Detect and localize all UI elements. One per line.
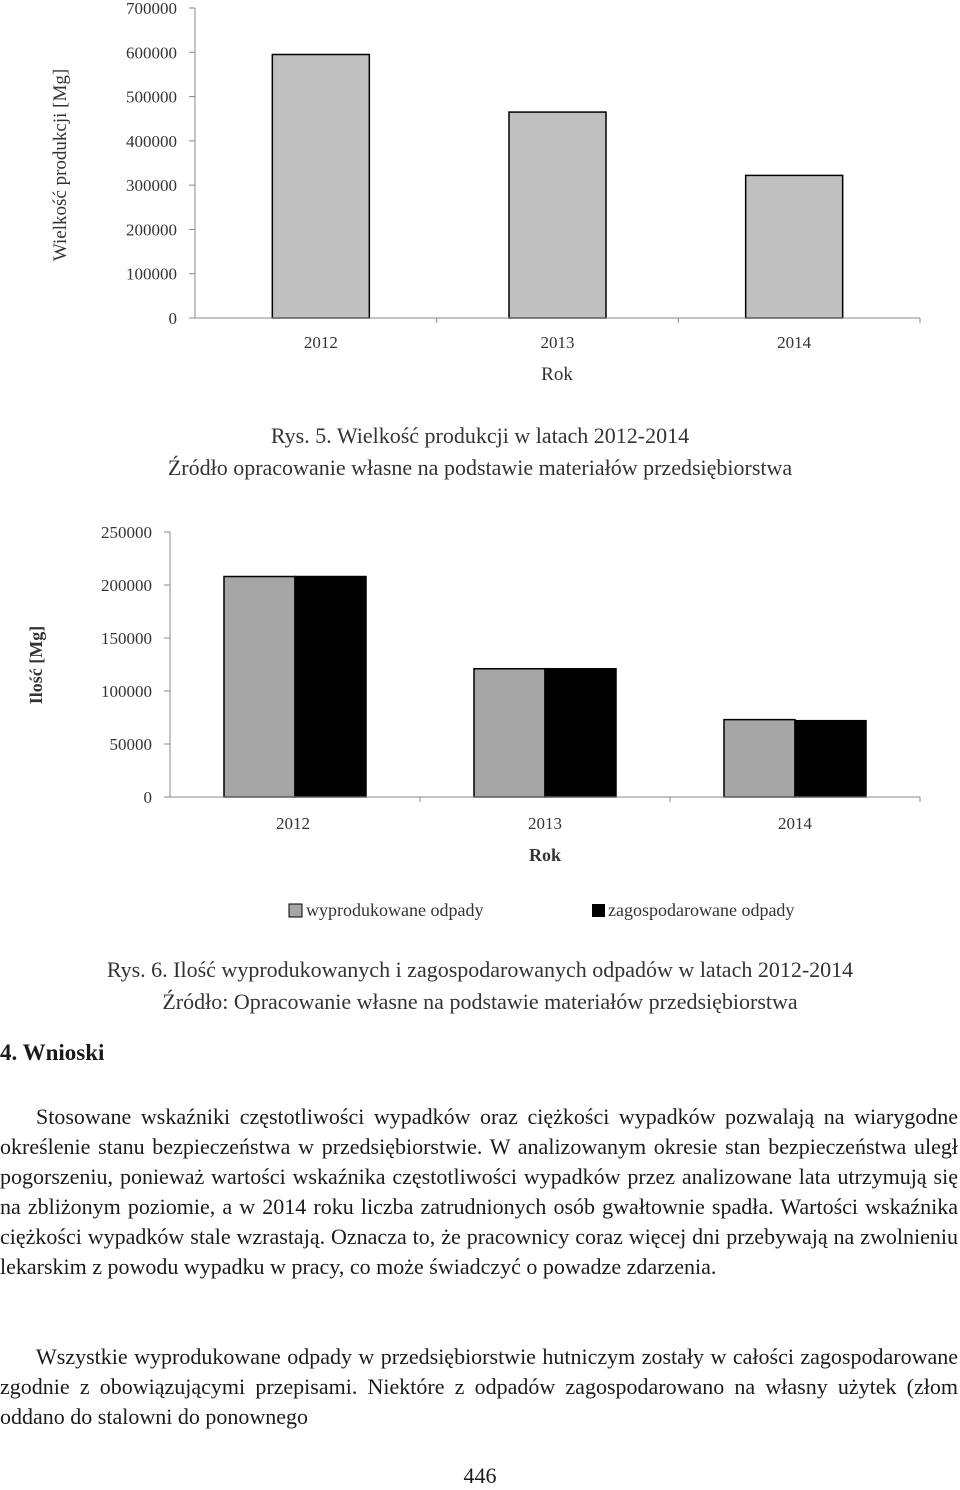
legend-label-managed: zagospodarowane odpady (608, 900, 795, 920)
bar-produced (724, 720, 795, 797)
bar-managed (295, 577, 366, 797)
section-heading: 4. Wnioski (0, 1040, 105, 1065)
x-tick-label: 2014 (777, 333, 812, 352)
legend-label-produced: wyprodukowane odpady (306, 900, 484, 920)
y-tick-label: 0 (168, 309, 177, 328)
x-tick-label: 2014 (778, 814, 812, 833)
x-tick-label: 2013 (528, 814, 562, 833)
production-bar-chart (0, 0, 960, 400)
y-tick-label: 250000 (101, 523, 152, 542)
bar-managed (795, 721, 866, 797)
bar-produced (474, 669, 545, 797)
bar (746, 175, 843, 318)
figure-6-source: Źródło: Opracowanie własne na podstawie materiałów przedsiębiorstwa (162, 989, 798, 1014)
x-tick-label: 2013 (540, 333, 575, 352)
y-tick-label: 400000 (126, 131, 177, 151)
waste-bar-chart (0, 515, 960, 930)
y-tick-label: 0 (143, 788, 152, 807)
x-axis-label: Rok (528, 845, 562, 865)
page-number: 446 (463, 1463, 497, 1488)
y-tick-label: 600000 (126, 43, 177, 63)
figure-6-caption (0, 954, 960, 1018)
conclusions-paragraph-1: Stosowane wskaźniki częstotliwości wypadków oraz ciężkości wypadków pozwalają na wiarygodne określenie stanu bezpieczeństwa w przedsiębiorstwie. W analizowanym okresie stan bezpieczeństwa uległ pogorszeniu, ponieważ wartości wskaźnika częstotliwości wypadków przez analizowane lata utrzymują się na zbliżonym poziomie, a w 2014 roku liczba zatrudnionych osób gwałtownie spadła. Wartości wskaźnika ciężkości wypadków stale wzrastają. Oznacza to, że pracownicy coraz więcej dni przebywają na zwolnieniu lekarskim z powodu wypadku w pracy, co może świadczyć o powadze zdarzenia. (0, 1104, 958, 1279)
y-tick-label: 500000 (126, 87, 177, 107)
figure-5-caption (0, 420, 960, 484)
figure-5-source: Źródło opracowanie własne na podstawie materiałów przedsiębiorstwa (167, 455, 793, 480)
y-tick-label: 300000 (126, 176, 177, 196)
y-tick-label: 100000 (101, 682, 152, 701)
bar-produced (224, 577, 295, 797)
y-tick-label: 200000 (126, 220, 177, 240)
bar (509, 112, 606, 318)
x-tick-label: 2012 (303, 333, 338, 352)
y-tick-label: 200000 (101, 576, 152, 595)
figure-5-title: Rys. 5. Wielkość produkcji w latach 2012-2014 (270, 423, 690, 448)
legend (289, 900, 794, 920)
y-tick-label: 100000 (126, 264, 177, 284)
legend-swatch-managed (592, 904, 605, 917)
y-axis-label: Ilość [Mg] (26, 625, 46, 705)
y-axis-label: Wielkość produkcji [Mg] (50, 68, 71, 262)
y-tick-label: 700000 (126, 0, 177, 18)
bar (272, 55, 369, 319)
x-tick-label: 2012 (276, 814, 310, 833)
y-tick-label: 150000 (101, 629, 152, 648)
figure-6-title: Rys. 6. Ilość wyprodukowanych i zagospodarowanych odpadów w latach 2012-2014 (106, 957, 854, 982)
bar-managed (545, 669, 616, 797)
x-axis-label: Rok (541, 364, 573, 385)
conclusions-paragraph-2: Wszystkie wyprodukowane odpady w przedsiębiorstwie hutniczym zostały w całości zagospodarowane zgodnie z obowiązującymi przepisami. Niektóre z odpadów zagospodarowano na własny użytek (złom oddano do stalowni do ponownego (0, 1344, 958, 1429)
y-tick-label: 50000 (109, 735, 152, 754)
legend-swatch-produced (289, 904, 302, 917)
